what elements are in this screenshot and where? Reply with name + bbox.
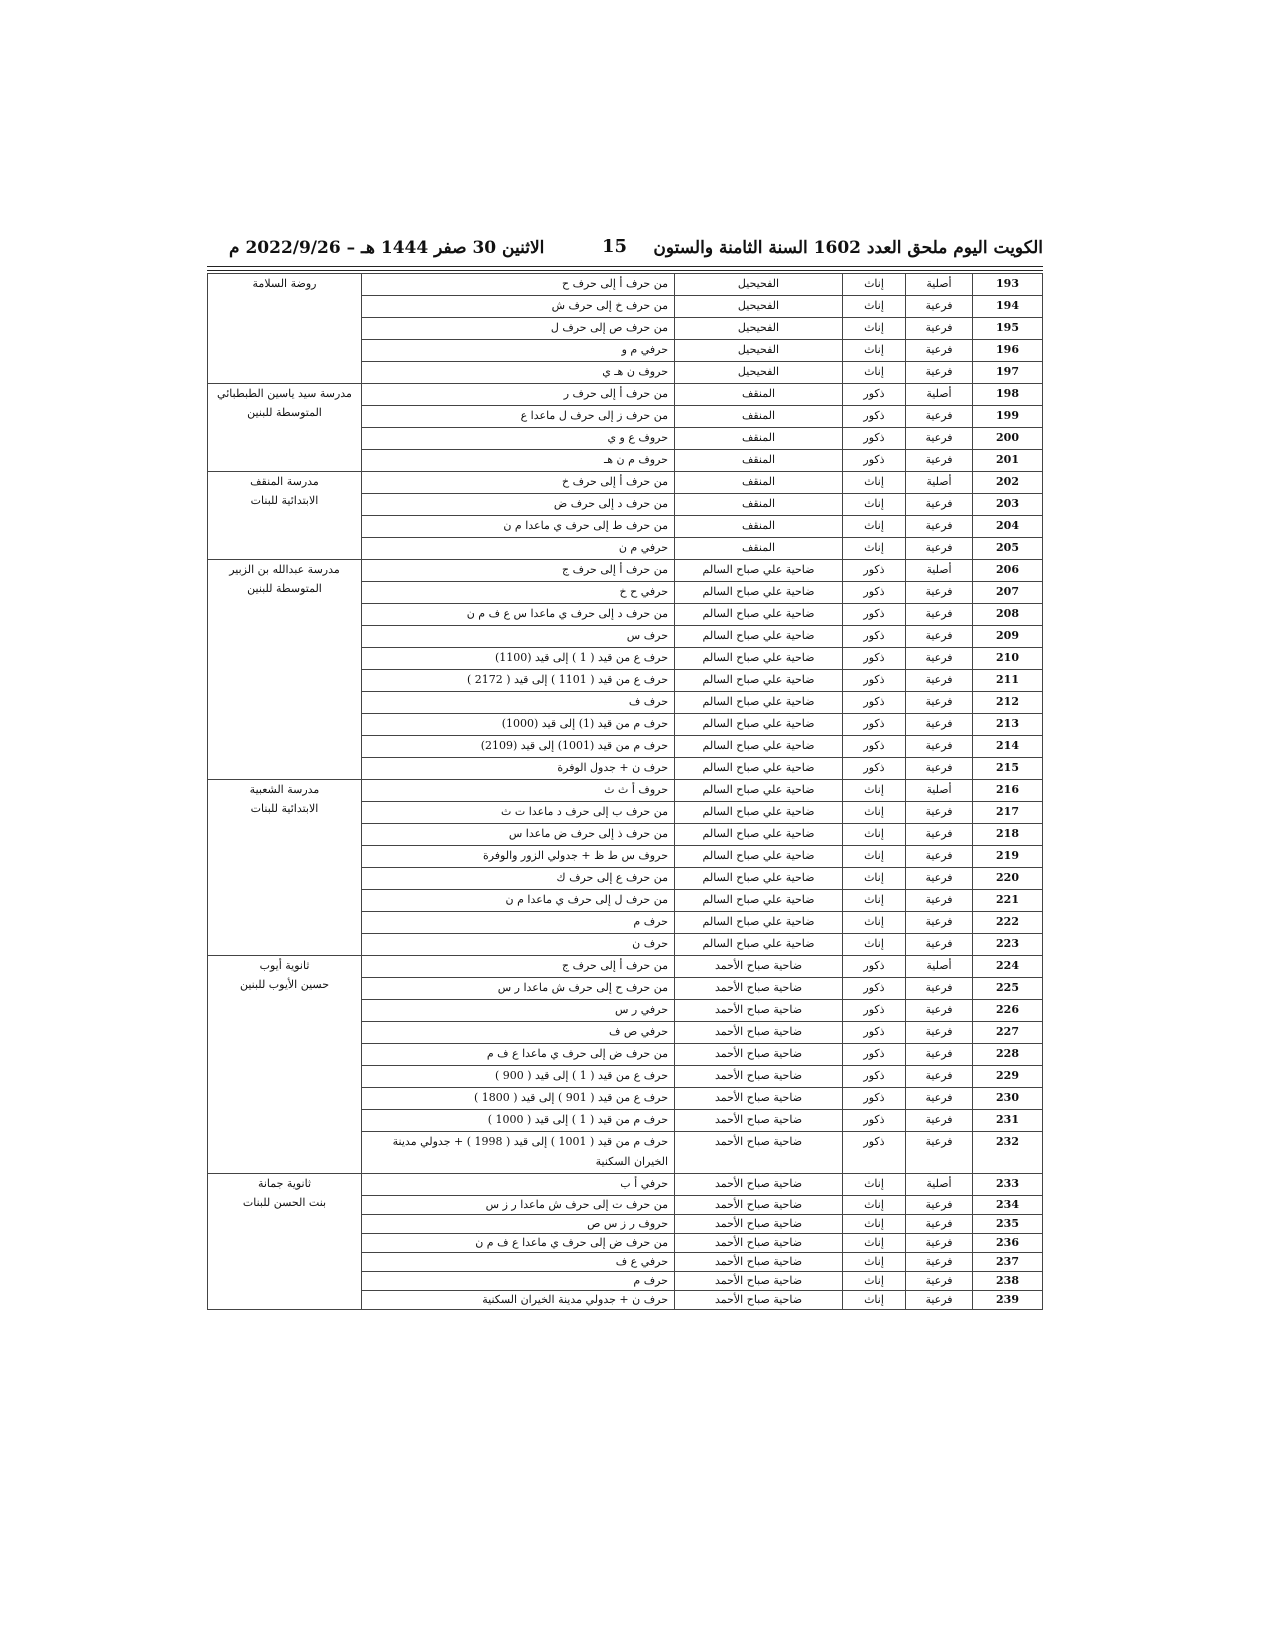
letter-range: من حرف ح إلى حرف ش ماعدا ر س — [362, 978, 675, 1000]
letter-range: حرف م من قيد (1) إلى قيد (1000) — [362, 714, 675, 736]
area-name: ضاحية صباح الأحمد — [675, 1174, 843, 1196]
area-name: ضاحية علي صباح السالم — [675, 670, 843, 692]
table-row — [208, 274, 1043, 296]
voter-gender: إناث — [843, 846, 906, 868]
station-type: فرعية — [906, 890, 973, 912]
table-row — [208, 1174, 1043, 1196]
school-name — [208, 780, 362, 956]
area-name: ضاحية علي صباح السالم — [675, 780, 843, 802]
letter-range: من حرف أ إلى حرف خ — [362, 472, 675, 494]
voter-gender: ذكور — [843, 1022, 906, 1044]
area-name: ضاحية علي صباح السالم — [675, 846, 843, 868]
letter-range: حرفي ص ف — [362, 1022, 675, 1044]
voter-gender: إناث — [843, 890, 906, 912]
station-number: 212 — [973, 692, 1043, 714]
station-type: أصلية — [906, 560, 973, 582]
station-number: 196 — [973, 340, 1043, 362]
station-number: 231 — [973, 1110, 1043, 1132]
letter-range: حروف ن هـ ي — [362, 362, 675, 384]
table-row — [208, 384, 1043, 406]
letter-range: من حرف ع إلى حرف ك — [362, 868, 675, 890]
area-name: المنقف — [675, 472, 843, 494]
station-type: فرعية — [906, 406, 973, 428]
area-name: المنقف — [675, 538, 843, 560]
station-type: فرعية — [906, 846, 973, 868]
voter-gender: ذكور — [843, 1132, 906, 1174]
station-type: فرعية — [906, 912, 973, 934]
voter-gender: ذكور — [843, 956, 906, 978]
station-number: 209 — [973, 626, 1043, 648]
station-type: فرعية — [906, 318, 973, 340]
station-type: فرعية — [906, 494, 973, 516]
station-type: فرعية — [906, 626, 973, 648]
station-number: 200 — [973, 428, 1043, 450]
voter-gender: إناث — [843, 362, 906, 384]
voter-gender: ذكور — [843, 736, 906, 758]
station-number: 198 — [973, 384, 1043, 406]
voter-gender: ذكور — [843, 1000, 906, 1022]
letter-range: حرف م من قيد ( 1001 ) إلى قيد ( 1998 ) + جدولي مدينة الخيران السكنية — [362, 1132, 675, 1174]
station-number: 228 — [973, 1044, 1043, 1066]
letter-range: من حرف خ إلى حرف ش — [362, 296, 675, 318]
station-number: 197 — [973, 362, 1043, 384]
area-name: ضاحية صباح الأحمد — [675, 1272, 843, 1291]
station-number: 224 — [973, 956, 1043, 978]
station-number: 213 — [973, 714, 1043, 736]
area-name: الفحيحيل — [675, 318, 843, 340]
voter-gender: ذكور — [843, 1088, 906, 1110]
station-number: 204 — [973, 516, 1043, 538]
area-name: ضاحية صباح الأحمد — [675, 1022, 843, 1044]
voter-gender: ذكور — [843, 626, 906, 648]
letter-range: حروف أ ث ث — [362, 780, 675, 802]
voter-gender: ذكور — [843, 978, 906, 1000]
school-name-line: مدرسة الشعبية — [249, 783, 320, 796]
station-type: فرعية — [906, 538, 973, 560]
station-number: 233 — [973, 1174, 1043, 1196]
station-type: فرعية — [906, 1291, 973, 1310]
school-name-line: بنت الحسن للبنات — [242, 1196, 327, 1209]
station-type: فرعية — [906, 1196, 973, 1215]
voter-gender: ذكور — [843, 604, 906, 626]
polling-stations-table — [207, 273, 1043, 1310]
voter-gender: إناث — [843, 296, 906, 318]
station-type: أصلية — [906, 472, 973, 494]
station-type: فرعية — [906, 1272, 973, 1291]
station-number: 203 — [973, 494, 1043, 516]
area-name: ضاحية صباح الأحمد — [675, 1088, 843, 1110]
station-number: 214 — [973, 736, 1043, 758]
school-name-line: مدرسة سيد ياسين الطبطبائي — [217, 387, 352, 400]
station-number: 223 — [973, 934, 1043, 956]
station-type: فرعية — [906, 1022, 973, 1044]
voter-gender: إناث — [843, 934, 906, 956]
letter-range: حروف س ط ظ + جدولي الزور والوفرة — [362, 846, 675, 868]
station-type: فرعية — [906, 934, 973, 956]
station-type: فرعية — [906, 1044, 973, 1066]
letter-range: من حرف ت إلى حرف ش ماعدا ر ز س — [362, 1196, 675, 1215]
letter-range: من حرف د إلى حرف ض — [362, 494, 675, 516]
station-number: 222 — [973, 912, 1043, 934]
station-number: 236 — [973, 1234, 1043, 1253]
area-name: ضاحية علي صباح السالم — [675, 626, 843, 648]
station-type: فرعية — [906, 1215, 973, 1234]
letter-range: حرف ع من قيد ( 1101 ) إلى قيد ( 2172 ) — [362, 670, 675, 692]
station-type: فرعية — [906, 1110, 973, 1132]
station-number: 225 — [973, 978, 1043, 1000]
voter-gender: إناث — [843, 912, 906, 934]
letter-range: حرفي ر س — [362, 1000, 675, 1022]
station-type: فرعية — [906, 1253, 973, 1272]
station-type: فرعية — [906, 1066, 973, 1088]
voter-gender: ذكور — [843, 1044, 906, 1066]
letter-range: من حرف ص إلى حرف ل — [362, 318, 675, 340]
school-name-line: الابتدائية للبنات — [250, 494, 319, 507]
station-number: 201 — [973, 450, 1043, 472]
letter-range: حرف ن + جدولي مدينة الخيران السكنية — [362, 1291, 675, 1310]
area-name: ضاحية علي صباح السالم — [675, 736, 843, 758]
header-rule-bottom — [207, 270, 1043, 271]
station-type: فرعية — [906, 582, 973, 604]
voter-gender: ذكور — [843, 670, 906, 692]
school-name-line: حسين الأيوب للبنين — [239, 978, 330, 991]
station-type: فرعية — [906, 340, 973, 362]
voter-gender: ذكور — [843, 406, 906, 428]
letter-range: حرف م — [362, 1272, 675, 1291]
voter-gender: ذكور — [843, 560, 906, 582]
area-name: ضاحية علي صباح السالم — [675, 758, 843, 780]
area-name: الفحيحيل — [675, 296, 843, 318]
voter-gender: إناث — [843, 494, 906, 516]
station-number: 238 — [973, 1272, 1043, 1291]
station-number: 211 — [973, 670, 1043, 692]
letter-range: حرف ن — [362, 934, 675, 956]
station-number: 199 — [973, 406, 1043, 428]
station-number: 229 — [973, 1066, 1043, 1088]
area-name: ضاحية علي صباح السالم — [675, 934, 843, 956]
letter-range: حرف م من قيد (1001) إلى قيد (2109) — [362, 736, 675, 758]
voter-gender: ذكور — [843, 648, 906, 670]
station-number: 194 — [973, 296, 1043, 318]
header-rule-top — [207, 266, 1043, 267]
voter-gender: ذكور — [843, 692, 906, 714]
station-number: 218 — [973, 824, 1043, 846]
voter-gender: إناث — [843, 340, 906, 362]
school-name — [208, 274, 362, 384]
station-number: 208 — [973, 604, 1043, 626]
area-name: ضاحية صباح الأحمد — [675, 1000, 843, 1022]
area-name: المنقف — [675, 384, 843, 406]
letter-range: من حرف أ إلى حرف ج — [362, 956, 675, 978]
station-number: 216 — [973, 780, 1043, 802]
station-number: 239 — [973, 1291, 1043, 1310]
area-name: الفحيحيل — [675, 274, 843, 296]
page-number: 15 — [602, 236, 628, 257]
station-number: 226 — [973, 1000, 1043, 1022]
area-name: ضاحية علي صباح السالم — [675, 912, 843, 934]
station-number: 215 — [973, 758, 1043, 780]
letter-range: من حرف أ إلى حرف ح — [362, 274, 675, 296]
area-name: المنقف — [675, 450, 843, 472]
letter-range: من حرف ذ إلى حرف ض ماعدا س — [362, 824, 675, 846]
station-type: أصلية — [906, 1174, 973, 1196]
voter-gender: إناث — [843, 472, 906, 494]
voter-gender: إناث — [843, 1253, 906, 1272]
letter-range: من حرف ل إلى حرف ي ماعدا م ن — [362, 890, 675, 912]
letter-range: حرفي أ ب — [362, 1174, 675, 1196]
voter-gender: ذكور — [843, 1066, 906, 1088]
publication-title: الكويت اليوم ملحق العدد 1602 السنة الثامنة والستون — [653, 238, 1043, 258]
school-name-line: مدرسة عبدالله بن الزبير — [229, 563, 340, 576]
table-body — [208, 274, 1043, 1310]
letter-range: من حرف أ إلى حرف ج — [362, 560, 675, 582]
letter-range: حرف ن + جدول الوفرة — [362, 758, 675, 780]
station-type: فرعية — [906, 978, 973, 1000]
area-name: المنقف — [675, 516, 843, 538]
letter-range: حرف ع من قيد ( 1 ) إلى قيد ( 900 ) — [362, 1066, 675, 1088]
voter-gender: إناث — [843, 1174, 906, 1196]
letter-range: حرف س — [362, 626, 675, 648]
voter-gender: إناث — [843, 516, 906, 538]
station-type: فرعية — [906, 714, 973, 736]
voter-gender: إناث — [843, 538, 906, 560]
area-name: ضاحية علي صباح السالم — [675, 714, 843, 736]
voter-gender: إناث — [843, 1215, 906, 1234]
station-type: فرعية — [906, 692, 973, 714]
station-type: أصلية — [906, 384, 973, 406]
voter-gender: ذكور — [843, 714, 906, 736]
area-name: ضاحية علي صباح السالم — [675, 648, 843, 670]
station-type: فرعية — [906, 428, 973, 450]
area-name: ضاحية صباح الأحمد — [675, 1234, 843, 1253]
voter-gender: ذكور — [843, 384, 906, 406]
area-name: المنقف — [675, 406, 843, 428]
letter-range: حرفي م و — [362, 340, 675, 362]
station-number: 230 — [973, 1088, 1043, 1110]
school-name-line: ثانوية جمانة — [257, 1177, 312, 1190]
letter-range: حرفي م ن — [362, 538, 675, 560]
station-number: 205 — [973, 538, 1043, 560]
voter-gender: إناث — [843, 824, 906, 846]
station-type: فرعية — [906, 824, 973, 846]
voter-gender: ذكور — [843, 428, 906, 450]
station-number: 219 — [973, 846, 1043, 868]
voter-gender: ذكور — [843, 450, 906, 472]
area-name: المنقف — [675, 428, 843, 450]
letter-range: حرف م — [362, 912, 675, 934]
school-name — [208, 384, 362, 472]
school-name — [208, 560, 362, 780]
voter-gender: إناث — [843, 802, 906, 824]
voter-gender: إناث — [843, 274, 906, 296]
station-number: 207 — [973, 582, 1043, 604]
area-name: المنقف — [675, 494, 843, 516]
station-type: فرعية — [906, 670, 973, 692]
school-name-line: الابتدائية للبنات — [250, 802, 319, 815]
station-type: أصلية — [906, 780, 973, 802]
area-name: ضاحية صباح الأحمد — [675, 1066, 843, 1088]
area-name: ضاحية صباح الأحمد — [675, 1044, 843, 1066]
school-name-line: مدرسة المنقف — [250, 475, 319, 488]
station-type: فرعية — [906, 296, 973, 318]
letter-range: من حرف د إلى حرف ي ماعدا س ع ف م ن — [362, 604, 675, 626]
table-row — [208, 780, 1043, 802]
school-name — [208, 956, 362, 1174]
station-number: 235 — [973, 1215, 1043, 1234]
voter-gender: إناث — [843, 1234, 906, 1253]
station-number: 237 — [973, 1253, 1043, 1272]
station-type: فرعية — [906, 1088, 973, 1110]
voter-gender: إناث — [843, 868, 906, 890]
school-name — [208, 1174, 362, 1310]
voter-gender: إناث — [843, 780, 906, 802]
voter-gender: إناث — [843, 1196, 906, 1215]
area-name: ضاحية علي صباح السالم — [675, 560, 843, 582]
station-number: 193 — [973, 274, 1043, 296]
station-type: فرعية — [906, 1132, 973, 1174]
area-name: ضاحية علي صباح السالم — [675, 604, 843, 626]
school-name — [208, 472, 362, 560]
table-row — [208, 560, 1043, 582]
station-number: 220 — [973, 868, 1043, 890]
letter-range: من حرف ط إلى حرف ي ماعدا م ن — [362, 516, 675, 538]
area-name: ضاحية صباح الأحمد — [675, 956, 843, 978]
station-number: 217 — [973, 802, 1043, 824]
station-type: فرعية — [906, 516, 973, 538]
school-name-line: روضة السلامة — [252, 277, 317, 290]
school-name-line: المتوسطة للبنين — [247, 406, 322, 419]
station-type: أصلية — [906, 956, 973, 978]
letter-range: من حرف ض إلى حرف ي ماعدا ع ف م ن — [362, 1234, 675, 1253]
area-name: الفحيحيل — [675, 362, 843, 384]
area-name: ضاحية صباح الأحمد — [675, 978, 843, 1000]
station-type: فرعية — [906, 1000, 973, 1022]
area-name: ضاحية صباح الأحمد — [675, 1291, 843, 1310]
school-name-line: ثانوية أيوب — [259, 959, 310, 972]
voter-gender: إناث — [843, 1291, 906, 1310]
area-name: ضاحية علي صباح السالم — [675, 868, 843, 890]
area-name: ضاحية صباح الأحمد — [675, 1215, 843, 1234]
area-name: ضاحية علي صباح السالم — [675, 824, 843, 846]
station-type: فرعية — [906, 604, 973, 626]
station-number: 227 — [973, 1022, 1043, 1044]
letter-range: حروف ع و ي — [362, 428, 675, 450]
letter-range: حرف م من قيد ( 1 ) إلى قيد ( 1000 ) — [362, 1110, 675, 1132]
area-name: ضاحية علي صباح السالم — [675, 582, 843, 604]
letter-range: من حرف ض إلى حرف ي ماعدا ع ف م — [362, 1044, 675, 1066]
station-type: فرعية — [906, 736, 973, 758]
area-name: ضاحية علي صباح السالم — [675, 890, 843, 912]
letter-range: حرفي ع ف — [362, 1253, 675, 1272]
station-number: 195 — [973, 318, 1043, 340]
station-type: أصلية — [906, 274, 973, 296]
voter-gender: ذكور — [843, 1110, 906, 1132]
letter-range: حرفي ح خ — [362, 582, 675, 604]
voter-gender: إناث — [843, 1272, 906, 1291]
area-name: ضاحية صباح الأحمد — [675, 1132, 843, 1174]
station-type: فرعية — [906, 450, 973, 472]
station-type: فرعية — [906, 362, 973, 384]
area-name: ضاحية علي صباح السالم — [675, 692, 843, 714]
letter-range: من حرف ز إلى حرف ل ماعدا ع — [362, 406, 675, 428]
area-name: ضاحية صباح الأحمد — [675, 1110, 843, 1132]
letter-range: من حرف أ إلى حرف ر — [362, 384, 675, 406]
station-type: فرعية — [906, 868, 973, 890]
area-name: الفحيحيل — [675, 340, 843, 362]
letter-range: حرف ع من قيد ( 1 ) إلى قيد (1100) — [362, 648, 675, 670]
area-name: ضاحية علي صباح السالم — [675, 802, 843, 824]
letter-range: حروف ر ز س ص — [362, 1215, 675, 1234]
station-type: فرعية — [906, 648, 973, 670]
voter-gender: ذكور — [843, 758, 906, 780]
school-name-line: المتوسطة للبنين — [247, 582, 322, 595]
station-number: 221 — [973, 890, 1043, 912]
station-type: فرعية — [906, 802, 973, 824]
station-number: 202 — [973, 472, 1043, 494]
station-number: 232 — [973, 1132, 1043, 1174]
issue-date: الاثنين 30 صفر 1444 هـ – 2022/9/26 م — [229, 238, 545, 258]
letter-range: حرف ف — [362, 692, 675, 714]
area-name: ضاحية صباح الأحمد — [675, 1253, 843, 1272]
voter-gender: ذكور — [843, 582, 906, 604]
table-row — [208, 472, 1043, 494]
station-number: 210 — [973, 648, 1043, 670]
letter-range: حرف ع من قيد ( 901 ) إلى قيد ( 1800 ) — [362, 1088, 675, 1110]
station-type: فرعية — [906, 1234, 973, 1253]
area-name: ضاحية صباح الأحمد — [675, 1196, 843, 1215]
station-number: 206 — [973, 560, 1043, 582]
letter-range: من حرف ب إلى حرف د ماعدا ت ث — [362, 802, 675, 824]
voter-gender: إناث — [843, 318, 906, 340]
station-number: 234 — [973, 1196, 1043, 1215]
page-header — [207, 234, 1043, 264]
table-row — [208, 956, 1043, 978]
letter-range: حروف م ن هـ — [362, 450, 675, 472]
station-type: فرعية — [906, 758, 973, 780]
